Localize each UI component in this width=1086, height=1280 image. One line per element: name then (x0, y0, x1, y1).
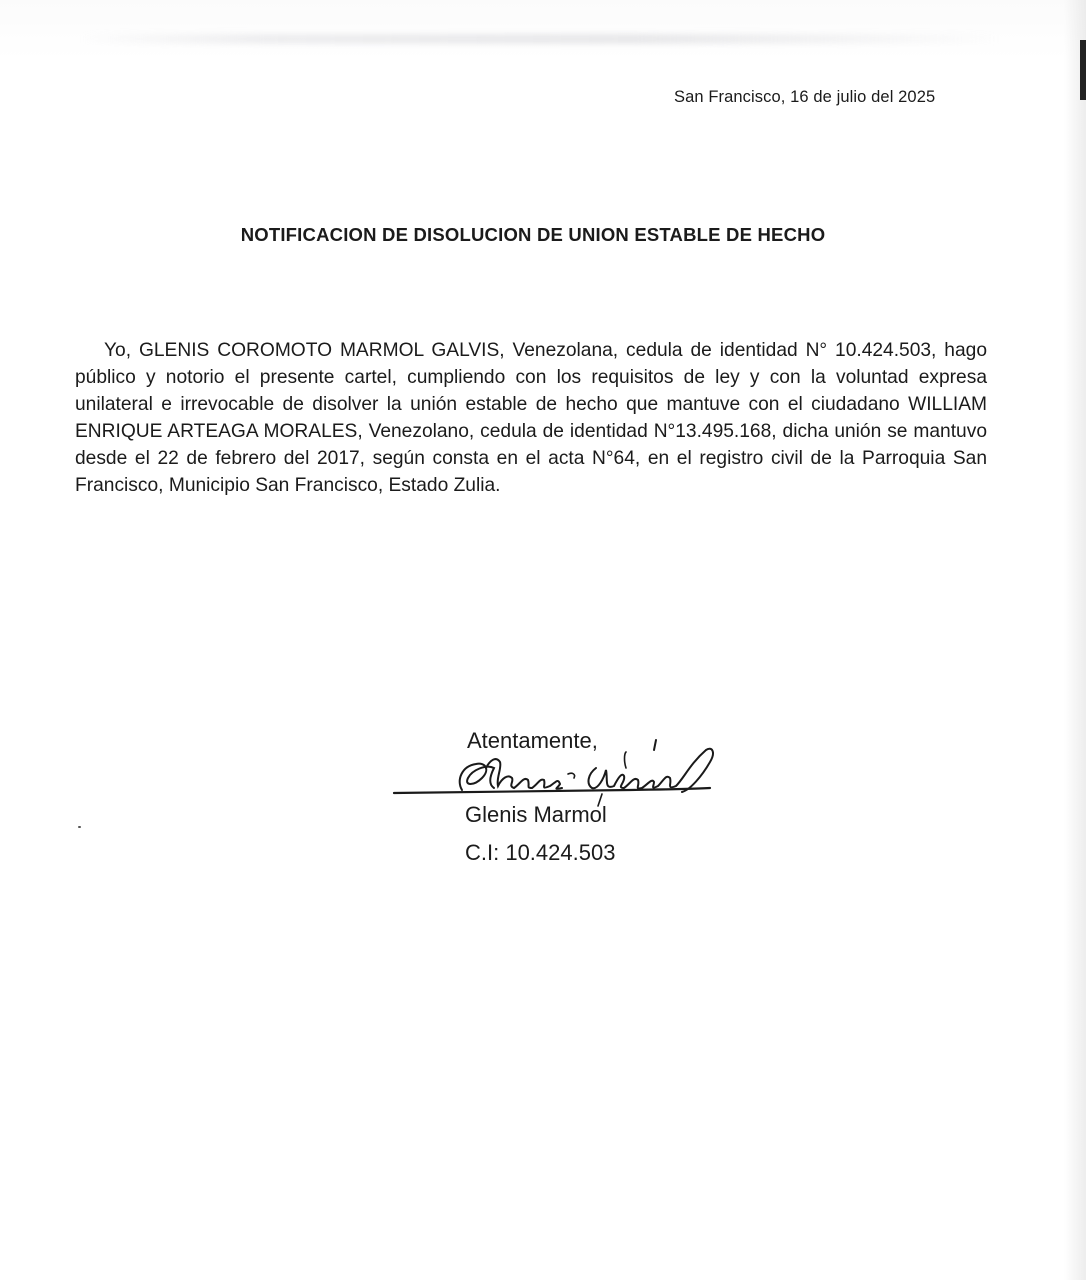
signer-id-number: C.I: 10.424.503 (465, 840, 616, 865)
scan-edge-shadow (80, 34, 1000, 44)
scan-speck (78, 826, 81, 828)
closing-salutation: Atentamente, (467, 728, 598, 753)
scan-side-shadow (1064, 0, 1086, 1280)
date-line: San Francisco, 16 de julio del 2025 (674, 88, 936, 106)
body-paragraph: Yo, GLENIS COROMOTO MARMOL GALVIS, Venezolana, cedula de identidad N° 10.424.503, hago público y notorio el presente cartel, cumpliendo con los requisitos de ley y con la voluntad expresa unilateral e irrevocable de disolver la unión estable de hecho que mantuve con el ciudadano WILLIAM ENRIQUE ARTEAGA MORALES, Venezolano, cedula de identidad N°13.495.168, dicha unión se mantuvo desde el 22 de febrero del 2017, según consta en el acta N°64, en el registro civil de la Parroquia San Francisco, Municipio San Francisco, Estado Zulia. (75, 340, 987, 496)
scan-edge-mark (1080, 40, 1086, 100)
signer-name: Glenis Marmol (465, 802, 607, 827)
document-title: NOTIFICACION DE DISOLUCION DE UNION ESTABLE DE HECHO (240, 224, 826, 245)
